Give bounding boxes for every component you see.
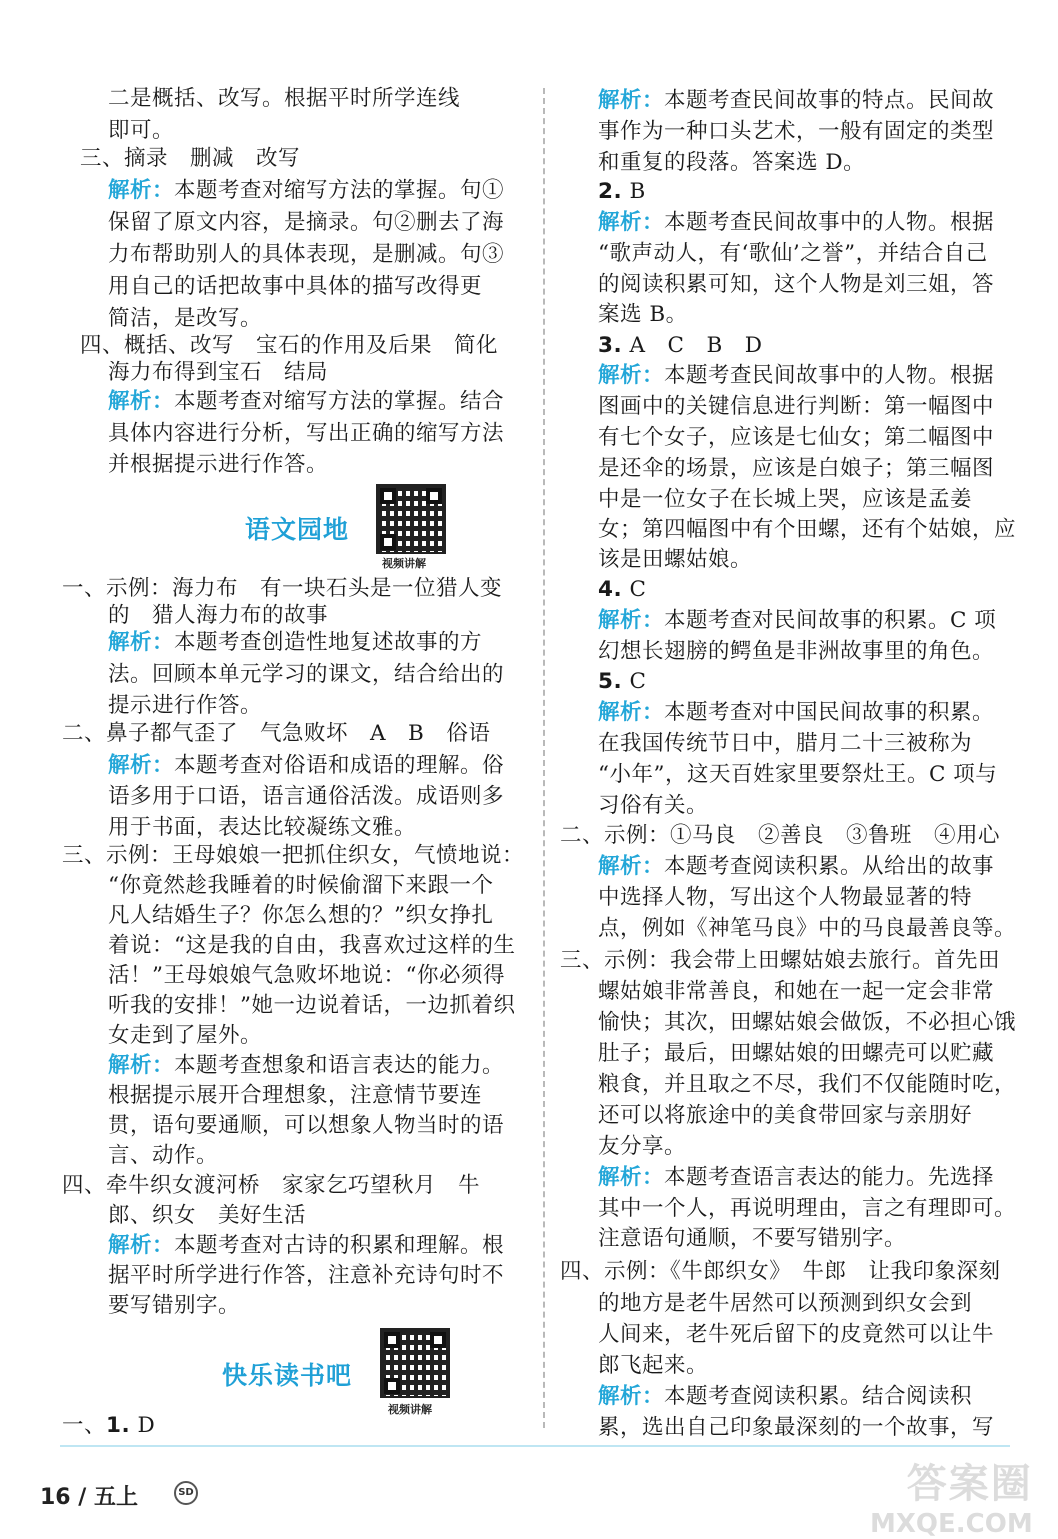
answer-heading: 一、示例：海力布 有一块石头是一位猎人变 [62,576,503,601]
answer-item: 5. C [598,669,647,694]
analysis-line: 中是一位女子在长城上哭，应该是孟姜 [598,487,973,512]
analysis-line: 法。回顾本单元学习的课文，结合给出的 [108,662,505,687]
analysis-line: 解析：本题考查民间故事的特点。民间故 [598,88,995,113]
analysis-line: 语多用于口语，语言通俗活泼。成语则多 [108,784,505,809]
answer-heading: 三、摘录 删减 改写 [80,146,301,171]
text-line: 女走到了屋外。 [108,1023,263,1048]
analysis-tag: 解析： [108,178,175,203]
text-line: 即可。 [108,118,175,143]
text-line: 的地方是老牛居然可以预测到织女会到 [598,1291,973,1316]
watermark-logo: 答案圈 [906,1461,1033,1507]
analysis-line: 贯，语句要通顺，可以想象人物当时的语 [108,1113,505,1138]
analysis-line: 要写错别字。 [108,1293,241,1318]
text-line: “你竟然趁我睡着的时候偷溜下来跟一个 [108,873,494,898]
analysis-line: 用自己的话把故事中具体的描写改得更 [108,274,483,299]
analysis-line: 解析：本题考查对缩写方法的掌握。结合 [108,389,505,414]
analysis-line: 是还伞的场景，应该是白娘子；第三幅图 [598,456,995,481]
text-line: 人间来，老牛死后留下的皮竟然可以让牛 [598,1322,995,1347]
answer-heading: 四、示例：《牛郎织女》 牛郎 让我印象深刻 [560,1259,1001,1284]
analysis-line: 事作为一种口头艺术，一般有固定的类型 [598,119,995,144]
analysis-line: 和重复的段落。答案选 D。 [598,150,866,175]
answer-heading: 一、1. D [62,1413,156,1438]
qr-code-icon[interactable] [380,1328,450,1398]
text-line: 郎飞起来。 [598,1353,709,1378]
analysis-line: 图画中的关键信息进行判断：第一幅图中 [598,394,995,419]
answer-heading: 四、概括、改写 宝石的作用及后果 简化 [80,333,499,358]
analysis-tag: 解析： [598,1165,665,1190]
analysis-line: 解析：本题考查对民间故事的积累。C 项 [598,608,997,633]
analysis-line: 该是田螺姑娘。 [598,547,753,572]
analysis-line: 中选择人物，写出这个人物最显著的特 [598,885,973,910]
text-line: 活！”王母娘娘气急败坏地说：“你必须得 [108,963,505,988]
watermark-url: MXQE.COM [870,1509,1033,1539]
watermark [870,1452,1033,1539]
answer-item: 3. A C B D [598,333,763,358]
analysis-line: “小年”，这天百姓家里要祭灶王。C 项与 [598,762,998,787]
text-line: 螺姑娘非常善良，和她在一起一定会非常 [598,979,995,1004]
answer-item: 4. C [598,577,647,602]
analysis-tag: 解析： [108,1233,175,1258]
text-line: 听我的安排！”她一边说着话，一边抓着织 [108,993,516,1018]
analysis-line: 用于书面，表达比较凝练文雅。 [108,815,417,840]
analysis-line: 解析：本题考查阅读积累。从给出的故事 [598,854,995,879]
analysis-line: 言、动作。 [108,1143,219,1168]
analysis-tag: 解析： [108,389,175,414]
answer-heading: 三、示例：我会带上田螺姑娘去旅行。首先田 [560,948,1001,973]
analysis-line: 据平时所学进行作答，注意补充诗句时不 [108,1263,505,1288]
analysis-line: 简洁，是改写。 [108,306,263,331]
text-line: 的 猎人海力布的故事 [108,603,329,628]
analysis-tag: 解析： [598,1384,665,1409]
analysis-tag: 解析： [598,210,665,235]
analysis-line: 累，选出自己印象最深刻的一个故事，写 [598,1415,995,1440]
analysis-line: 解析：本题考查想象和语言表达的能力。 [108,1053,505,1078]
analysis-line: 解析：本题考查阅读积累。结合阅读积 [598,1384,973,1409]
analysis-tag: 解析： [598,363,665,388]
analysis-line: 习俗有关。 [598,793,709,818]
text-line: 肚子；最后，田螺姑娘的田螺壳可以贮藏 [598,1041,995,1066]
analysis-line: 幻想长翅膀的鳄鱼是非洲故事里的角色。 [598,639,995,664]
analysis-tag: 解析： [598,700,665,725]
column-divider [543,88,545,1428]
qr-code-icon[interactable] [376,484,446,554]
analysis-tag: 解析： [598,608,665,633]
analysis-line: 解析：本题考查对古诗的积累和理解。根 [108,1233,505,1258]
text-line: 愉快；其次，田螺姑娘会做饭，不必担心饿 [598,1010,1017,1035]
analysis-line: “歌声动人，有‘歌仙’之誉”，并结合自己 [598,241,988,266]
analysis-line: 有七个女子，应该是七仙女；第二幅图中 [598,425,995,450]
section-title-yuwen: 语文园地 [245,515,350,544]
text-line: 凡人结婚生子？你怎么想的？”织女挣扎 [108,903,494,928]
analysis-line: 保留了原文内容，是摘录。句②删去了海 [108,210,505,235]
analysis-line: 解析：本题考查民间故事中的人物。根据 [598,363,995,388]
text-line: 粮食，并且取之不尽，我们不仅能随时吃， [598,1072,1017,1097]
analysis-line: 提示进行作答。 [108,693,263,718]
analysis-line: 解析：本题考查民间故事中的人物。根据 [598,210,995,235]
analysis-line: 其中一个人，再说明理由，言之有理即可。 [598,1196,1017,1221]
answer-heading: 四、牵牛织女渡河桥 家家乞巧望秋月 牛 [62,1173,481,1198]
footer-divider [60,1445,1010,1447]
section-title-kuaile: 快乐读书吧 [222,1361,353,1390]
edition-badge-icon: SD [174,1481,198,1505]
text-line: 还可以将旅途中的美食带回家与亲朋好 [598,1103,973,1128]
analysis-line: 根据提示展开合理想象，注意情节要连 [108,1083,483,1108]
analysis-line: 并根据提示进行作答。 [108,452,329,477]
text-line: 着说：“这是我的自由，我喜欢过这样的生 [108,933,516,958]
text-line: 友分享。 [598,1134,687,1159]
text-line: 郎、织女 美好生活 [108,1203,307,1228]
text-line: 二是概括、改写。根据平时所学连线 [108,86,461,111]
analysis-line: 女；第四幅图中有个田螺，还有个姑娘，应 [598,517,1017,542]
analysis-line: 案选 B。 [598,302,688,327]
analysis-tag: 解析： [108,630,175,655]
analysis-line: 力布帮助别人的具体表现，是删减。句③ [108,242,505,267]
analysis-line: 解析：本题考查创造性地复述故事的方 [108,630,483,655]
analysis-line: 解析：本题考查语言表达的能力。先选择 [598,1165,995,1190]
analysis-line: 注意语句通顺，不要写错别字。 [598,1226,907,1251]
page-number: 16 / 五上 [40,1485,138,1510]
qr-caption: 视频讲解 [388,1403,432,1416]
qr-caption: 视频讲解 [382,557,426,570]
analysis-line: 解析：本题考查对中国民间故事的积累。 [598,700,995,725]
analysis-line: 解析：本题考查对缩写方法的掌握。句① [108,178,505,203]
answer-heading: 三、示例：王母娘娘一把抓住织女，气愤地说： [62,843,525,868]
text-line: 海力布得到宝石 结局 [108,360,329,385]
answer-heading: 二、示例：①马良 ②善良 ③鲁班 ④用心 [560,823,1001,848]
analysis-line: 解析：本题考查对俗语和成语的理解。俗 [108,753,505,778]
analysis-tag: 解析： [108,753,175,778]
analysis-line: 点，例如《神笔马良》中的马良最善良等。 [598,916,1017,941]
analysis-tag: 解析： [598,854,665,879]
answer-item: 2. B [598,179,646,204]
answer-heading: 二、鼻子都气歪了 气急败坏 A B 俗语 [62,721,491,746]
analysis-line: 具体内容进行分析，写出正确的缩写方法 [108,421,505,446]
analysis-line: 的阅读积累可知，这个人物是刘三姐，答 [598,272,995,297]
analysis-tag: 解析： [598,88,665,113]
analysis-tag: 解析： [108,1053,175,1078]
analysis-line: 在我国传统节日中，腊月二十三被称为 [598,731,973,756]
